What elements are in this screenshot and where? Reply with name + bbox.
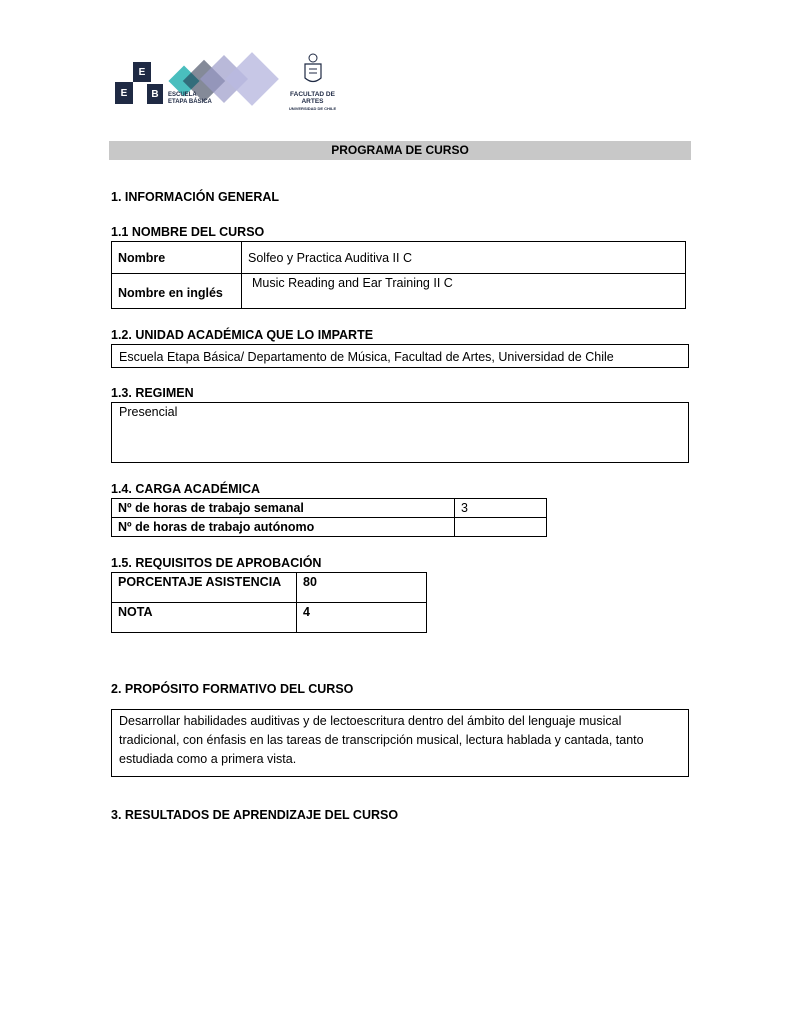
regime-heading: 1.3. REGIMEN — [111, 386, 194, 400]
attendance-label: PORCENTAJE ASISTENCIA — [112, 573, 297, 603]
weekly-hours-label: Nº de horas de trabajo semanal — [112, 499, 455, 518]
autonomous-hours-value — [455, 518, 547, 537]
table-row — [112, 573, 427, 603]
university-seal-icon — [300, 52, 326, 86]
autonomous-hours-label: Nº de horas de trabajo autónomo — [112, 518, 455, 537]
requirements-heading: 1.5. REQUISITOS DE APROBACIÓN — [111, 556, 322, 570]
unit-value: Escuela Etapa Básica/ Departamento de Música, Facultad de Artes, Universidad de Chile — [111, 344, 689, 368]
load-heading: 1.4. CARGA ACADÉMICA — [111, 482, 261, 496]
academic-load-table — [111, 498, 547, 537]
purpose-line-1: Desarrollar habilidades auditivas y de lectoescritura dentro del ámbito del lenguaje musical — [119, 714, 622, 728]
purpose-box — [111, 709, 689, 777]
school-logo — [115, 60, 290, 115]
course-name-english-label: Nombre en inglés — [112, 274, 242, 309]
course-name-value: Solfeo y Practica Auditiva II C — [242, 242, 686, 274]
table-row — [112, 499, 547, 518]
regime-value: Presencial — [111, 402, 689, 463]
grade-label: NOTA — [112, 603, 297, 633]
logo-faculty-line2: UNIVERSIDAD DE CHILE — [288, 106, 337, 111]
section2-title: 2. PROPÓSITO FORMATIVO DEL CURSO — [111, 682, 354, 696]
requirements-table — [111, 572, 427, 633]
unit-heading: 1.2. UNIDAD ACADÉMICA QUE LO IMPARTE — [111, 328, 374, 342]
grade-value: 4 — [297, 603, 427, 633]
purpose-line-2: tradicional, con énfasis en las tareas de transcripción musical, lectura hablada y cantada, tanto — [119, 733, 644, 747]
attendance-value: 80 — [297, 573, 427, 603]
table-row — [112, 518, 547, 537]
section3-title: 3. RESULTADOS DE APRENDIZAJE DEL CURSO — [111, 808, 399, 822]
logo-letter-b: B — [147, 84, 163, 104]
weekly-hours-value: 3 — [455, 499, 547, 518]
table-row — [112, 242, 686, 274]
logo-letter-e-left: E — [115, 82, 133, 104]
logo-school-line1: ESCUELA — [168, 92, 197, 98]
logo-school-line2: ETAPA BÁSICA — [168, 99, 212, 105]
logo-school-text — [168, 92, 212, 106]
purpose-line-3: estudiada como a primera vista. — [119, 752, 297, 766]
logo-faculty-line1: FACULTAD DE ARTES — [290, 91, 335, 105]
table-row — [112, 603, 427, 633]
logo-diamond-4 — [225, 52, 279, 106]
course-name-heading: 1.1 NOMBRE DEL CURSO — [111, 225, 265, 239]
faculty-logo — [280, 52, 345, 114]
section1-title: 1. INFORMACIÓN GENERAL — [111, 190, 280, 204]
page-title-banner: PROGRAMA DE CURSO — [109, 141, 691, 160]
course-name-english-value: Music Reading and Ear Training II C — [242, 274, 686, 309]
logo-letter-e-top: E — [133, 62, 151, 82]
table-row — [112, 274, 686, 309]
course-name-label: Nombre — [112, 242, 242, 274]
course-name-table — [111, 241, 686, 309]
